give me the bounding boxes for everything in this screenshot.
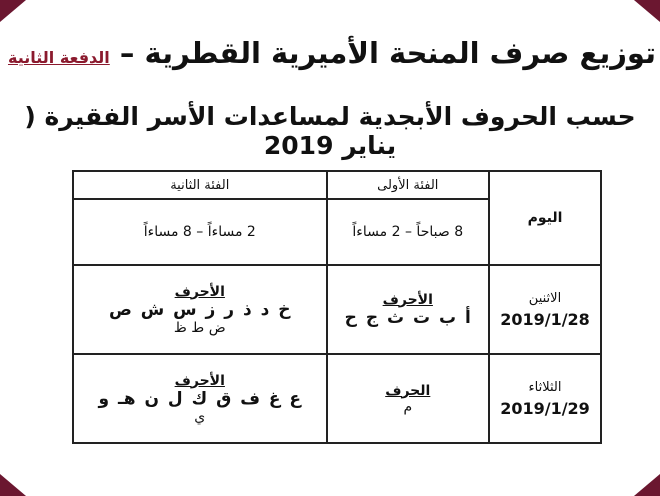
title-main: توزيع صرف المنحة الأميرية القطرية – (119, 36, 656, 70)
schedule-table (72, 170, 602, 444)
letters-label: الأحرف (382, 291, 433, 308)
category2-header: الفئة الثانية (73, 171, 327, 199)
letters-list: ع غ ف ق ك ل ن هـ و (98, 388, 302, 409)
category2-time: 2 مساءاً – 8 مساءاً (73, 199, 327, 265)
day-name: الاثنين (528, 290, 562, 306)
letters-list-extra: ض ط ظ (173, 319, 226, 336)
letters-list: خ د ذ ر ز س ش ص (109, 299, 291, 320)
day-cell (489, 354, 601, 443)
day-date: 2019/1/28 (500, 309, 590, 329)
category1-letters-cell (327, 265, 489, 354)
corner-decoration-bottom-right (634, 474, 660, 496)
title-batch: الدفعة الثانية (7, 48, 110, 67)
page-title (0, 36, 660, 70)
category1-header: الفئة الأولى (327, 171, 489, 199)
table-row (73, 265, 601, 354)
category2-letters-cell (73, 265, 327, 354)
category1-time: 8 صباحاً – 2 مساءاً (327, 199, 489, 265)
day-cell (489, 265, 601, 354)
letters-list: أ ب ت ث ج ح (344, 307, 471, 328)
table-header-row (73, 171, 601, 199)
corner-decoration-top-right (634, 0, 660, 22)
letters-label: الحرف (385, 382, 431, 399)
day-date: 2019/1/29 (500, 398, 590, 418)
letters-label: الأحرف (174, 372, 225, 389)
corner-decoration-top-left (0, 0, 26, 22)
table-row (73, 354, 601, 443)
letters-list: م (403, 398, 413, 415)
corner-decoration-bottom-left (0, 474, 26, 496)
letters-list-extra: ي (194, 408, 206, 425)
category2-letters-cell (73, 354, 327, 443)
day-header: اليوم (489, 171, 601, 265)
page-subtitle: حسب الحروف الأبجدية لمساعدات الأسر الفقيرة ( يناير 2019 (24, 102, 636, 160)
category1-letters-cell (327, 354, 489, 443)
day-name: الثلاثاء (528, 379, 562, 395)
letters-label: الأحرف (174, 283, 225, 300)
